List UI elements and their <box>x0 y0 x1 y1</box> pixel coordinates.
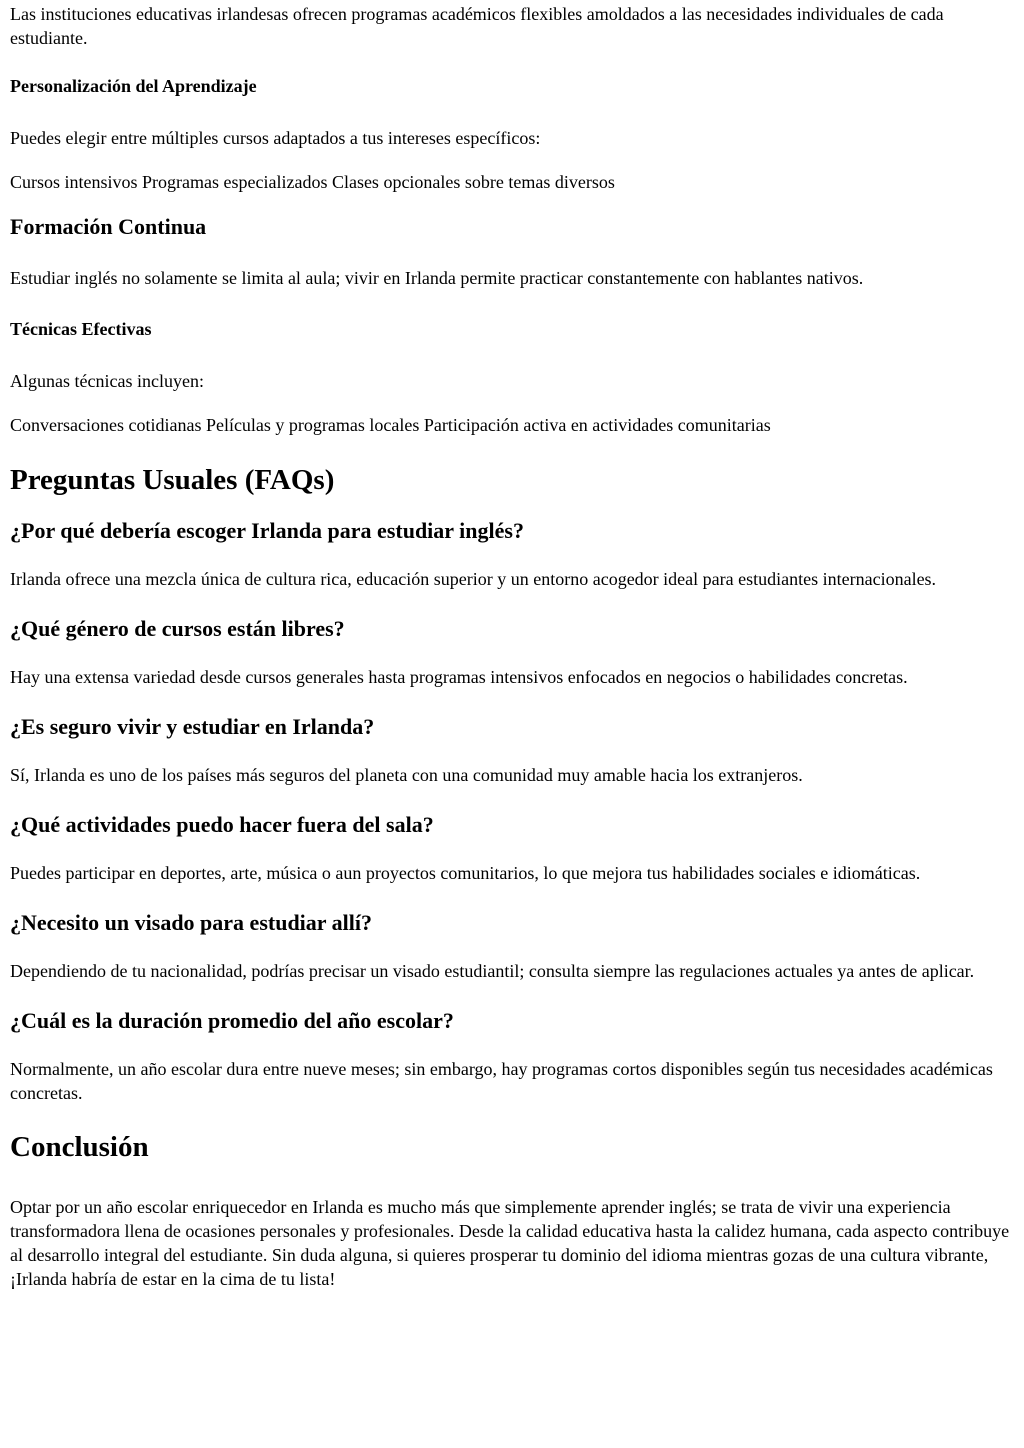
faq-question: ¿Es seguro vivir y estudiar en Irlanda? <box>10 714 375 739</box>
article-body <box>0 2 1024 1291</box>
conclusion-heading: Conclusión <box>10 1131 149 1163</box>
faq-answer: Hay una extensa variedad desde cursos generales hasta programas intensivos enfocados en negocios o habilidades concretas. <box>10 667 908 687</box>
faq-answer: Dependiendo de tu nacionalidad, podrías precisar un visado estudiantil; consulta siempre las regulaciones actuales ya antes de aplicar. <box>10 961 975 981</box>
personalizacion-lead: Puedes elegir entre múltiples cursos adaptados a tus intereses específicos: <box>10 128 541 148</box>
conclusion-paragraph: Optar por un año escolar enriquecedor en Irlanda es mucho más que simplemente aprender inglés; se trata de vivir una experiencia transformadora llena de ocasiones personales y profesionales. Desde la calidad educativa hasta la calidez humana, cada aspecto contribuye al desarrollo integral del estudiante. Sin duda alguna, si quieres prosperar tu dominio del idioma mientras gozas de una cultura vibrante, ¡Irlanda habría de estar en la cima de tu lista! <box>10 1197 1010 1289</box>
faq-question: ¿Necesito un visado para estudiar allí? <box>10 910 373 935</box>
faq-question: ¿Por qué debería escoger Irlanda para estudiar inglés? <box>10 518 524 543</box>
personalizacion-heading: Personalización del Aprendizaje <box>10 76 257 96</box>
tecnicas-lead: Algunas técnicas incluyen: <box>10 371 204 391</box>
faq-question: ¿Cuál es la duración promedio del año escolar? <box>10 1008 454 1033</box>
faq-answer: Sí, Irlanda es uno de los países más seguros del planeta con una comunidad muy amable hacia los extranjeros. <box>10 765 803 785</box>
faq-answer: Irlanda ofrece una mezcla única de cultura rica, educación superior y un entorno acogedor ideal para estudiantes internacionales. <box>10 569 937 589</box>
faq-list <box>10 517 1014 1105</box>
intro-paragraph: Las instituciones educativas irlandesas ofrecen programas académicos flexibles amoldados a las necesidades individuales de cada estudiante. <box>10 4 944 48</box>
personalizacion-list: Cursos intensivos Programas especializados Clases opcionales sobre temas diversos <box>10 172 615 192</box>
tecnicas-list: Conversaciones cotidianas Películas y programas locales Participación activa en actividades comunitarias <box>10 415 771 435</box>
faq-heading: Preguntas Usuales (FAQs) <box>10 464 335 496</box>
faq-answer: Puedes participar en deportes, arte, música o aun proyectos comunitarios, lo que mejora tus habilidades sociales e idiomáticas. <box>10 863 921 883</box>
tecnicas-heading: Técnicas Efectivas <box>10 319 152 339</box>
faq-answer: Normalmente, un año escolar dura entre nueve meses; sin embargo, hay programas cortos disponibles según tus necesidades académicas concretas. <box>10 1059 993 1103</box>
faq-question: ¿Qué actividades puedo hacer fuera del sala? <box>10 812 434 837</box>
formacion-paragraph: Estudiar inglés no solamente se limita al aula; vivir en Irlanda permite practicar constantemente con hablantes nativos. <box>10 268 864 288</box>
formacion-heading: Formación Continua <box>10 214 207 239</box>
faq-question: ¿Qué género de cursos están libres? <box>10 616 345 641</box>
